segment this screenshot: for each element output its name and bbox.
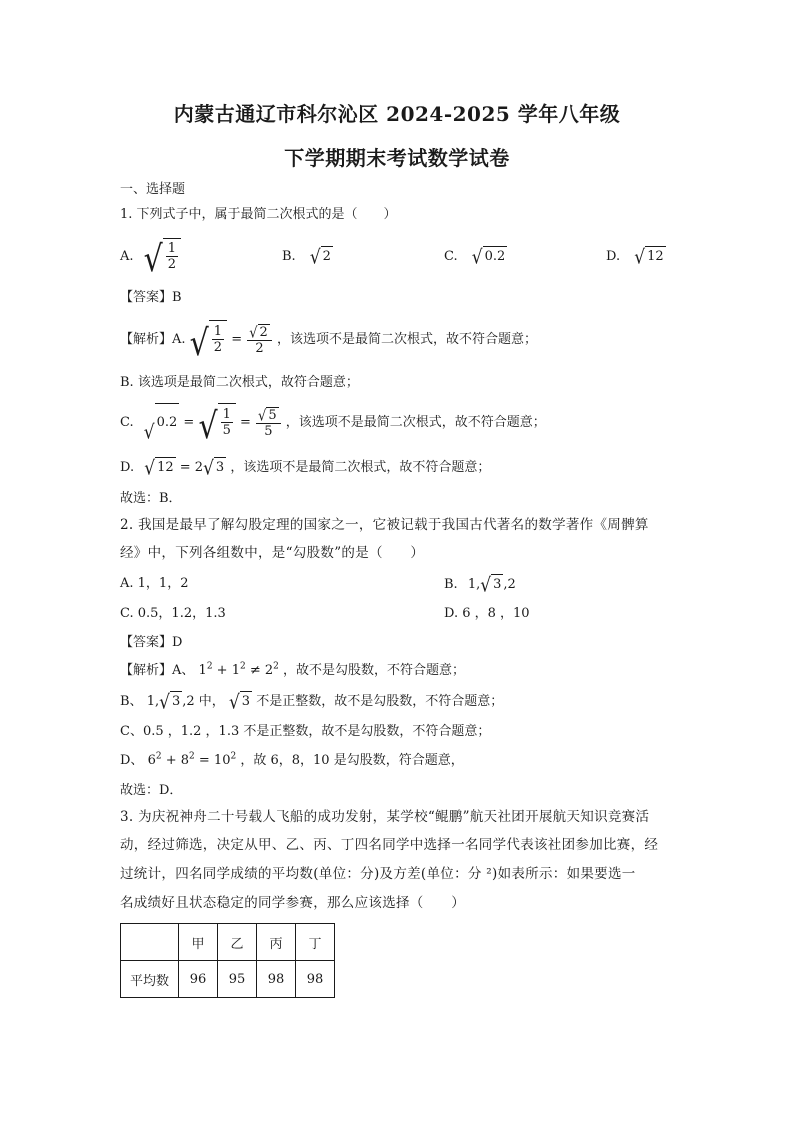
q1-explain-d-text: ，该选项不是最简二次根式，故不符合题意； [230,460,491,475]
q2-option-b-label: B. [444,577,458,592]
q1-option-a-label: A. [120,249,134,264]
table-header-cell: 丙 [257,924,296,961]
q1-option-c: C. √ 0.2 [444,246,506,270]
table-header-cell: 甲 [179,924,218,961]
q3-stem-line1: 3. 为庆祝神舟二十号载人飞船的成功发射，某学校“鲲鹏”航天社团开展航天知识竞赛活 [120,809,650,825]
q1-option-b-label: B. [282,249,296,264]
q1-explain-c: C. √ 0.2 = √ $\frac{1}{5}$ = √ 5 5 ，该选项不是最简二次根式，故不符合题意； [120,403,546,442]
q1-answer: 【答案】B [120,290,182,305]
table-row [121,961,335,998]
q2-explain-b-text: 不是正整数，故不是勾股数，不符合题意； [256,694,504,709]
q1-option-c-label: C. [444,249,458,264]
q2-option-a: A. 1，1，2 [120,576,189,591]
table-cell: 98 [257,961,296,998]
table-cell: 95 [218,961,257,998]
q2-option-b: B. 1, √ 3 ,2 [444,574,516,598]
q1-option-d: D. √ 12 [606,246,664,270]
q1-explain-d: D. √ 12 = 2 √ 3 ，该选项不是最简二次根式，故不符合题意； [120,457,491,481]
q1-option-a-expr: √ $\frac{1}{2}$ [144,238,181,275]
q2-explain-d: D、 $6^2 + 8^2 = 10^2$ ，故 6，8，10 是勾股数，符合题意， [120,751,464,768]
q2-explain-a: 【解析】A、 $1^2 + 1^2 \ne 2^2$ ，故不是勾股数，不符合题意； [120,661,466,678]
q3-stem-line3: 过统计，四名同学成绩的平均数(单位：分)及方差(单位：分 ²)如表所示：如果要选一 [120,866,636,882]
table-header-row [121,924,335,961]
q2-explain-c: C、0.5 ，1.2 ，1.3 不是正整数，故不是勾股数，不符合题意； [120,724,491,739]
q3-stem-line4: 名成绩好且状态稳定的同学参赛，那么应该选择（ ） [120,895,465,911]
exam-title-line1: 内蒙古通辽市科尔沁区 2024-2025 学年八年级 [173,102,621,126]
q2-option-c: C. 0.5，1.2，1.3 [120,606,226,621]
q1-choose: 故选：B． [120,491,182,506]
table-header-cell: 丁 [296,924,335,961]
table-header-cell: 乙 [218,924,257,961]
q2-explain-b-mid: 中， [198,694,225,709]
q1-explain-d-label: D. [120,460,135,475]
q1-option-d-label: D. [606,249,621,264]
q1-explain-c-label: C. [120,415,134,430]
q3-stem-line2: 动，经过筛选，决定从甲、乙、丙、丁四名同学中选择一名同学代表该社团参加比赛，经 [120,837,659,853]
table-cell: 98 [296,961,335,998]
q1-explain-a-text: ，该选项不是最简二次根式，故不符合题意； [276,332,537,347]
q1-explain-c-text: ，该选项不是最简二次根式，故不符合题意； [285,415,546,430]
score-table [120,923,335,998]
q1-explain-b: B. 该选项是最简二次根式，故符合题意； [120,375,359,390]
q2-answer: 【答案】D [120,635,183,650]
q2-explain-d-label: D、 [120,753,144,768]
q1-explain-label: 【解析】A. [120,332,186,347]
table-cell: 平均数 [121,961,179,998]
exam-title-line2: 下学期期末考试数学试卷 [284,146,510,170]
q2-stem-line2: 经》中，下列各组数中，是“勾股数”的是（ ） [120,545,425,561]
q2-stem-line1: 2. 我国是最早了解勾股定理的国家之一，它被记载于我国古代著名的数学著作《周髀算 [120,517,649,533]
table-header-cell [121,924,179,961]
q1-explain-a: 【解析】A. √ $\frac{1}{2}$ = √ 2 2 ，该选项不是最简二次根式，故不符合题意； [120,320,537,359]
q2-option-d: D. 6 ，8 ，10 [444,606,530,621]
q2-explain-b: B、 1, √ 3 ,2 中， √ 3 不是正整数，故不是勾股数，不符合题意； [120,691,504,715]
q2-explain-b-label: B、 [120,694,143,709]
q2-explain-a-text: ，故不是勾股数，不符合题意； [283,663,466,678]
q2-explain-a-label: 【解析】A、 [120,663,195,678]
table-cell: 96 [179,961,218,998]
q1-option-b: B. √ 2 [282,246,331,270]
q2-choose: 故选：D． [120,783,183,798]
q2-explain-d-text: ，故 6，8，10 是勾股数，符合题意， [240,753,464,768]
section-heading: 一、选择题 [120,182,186,197]
q1-option-a [120,238,181,281]
q1-stem: 1. 下列式子中，属于最简二次根式的是（ ） [120,207,397,222]
